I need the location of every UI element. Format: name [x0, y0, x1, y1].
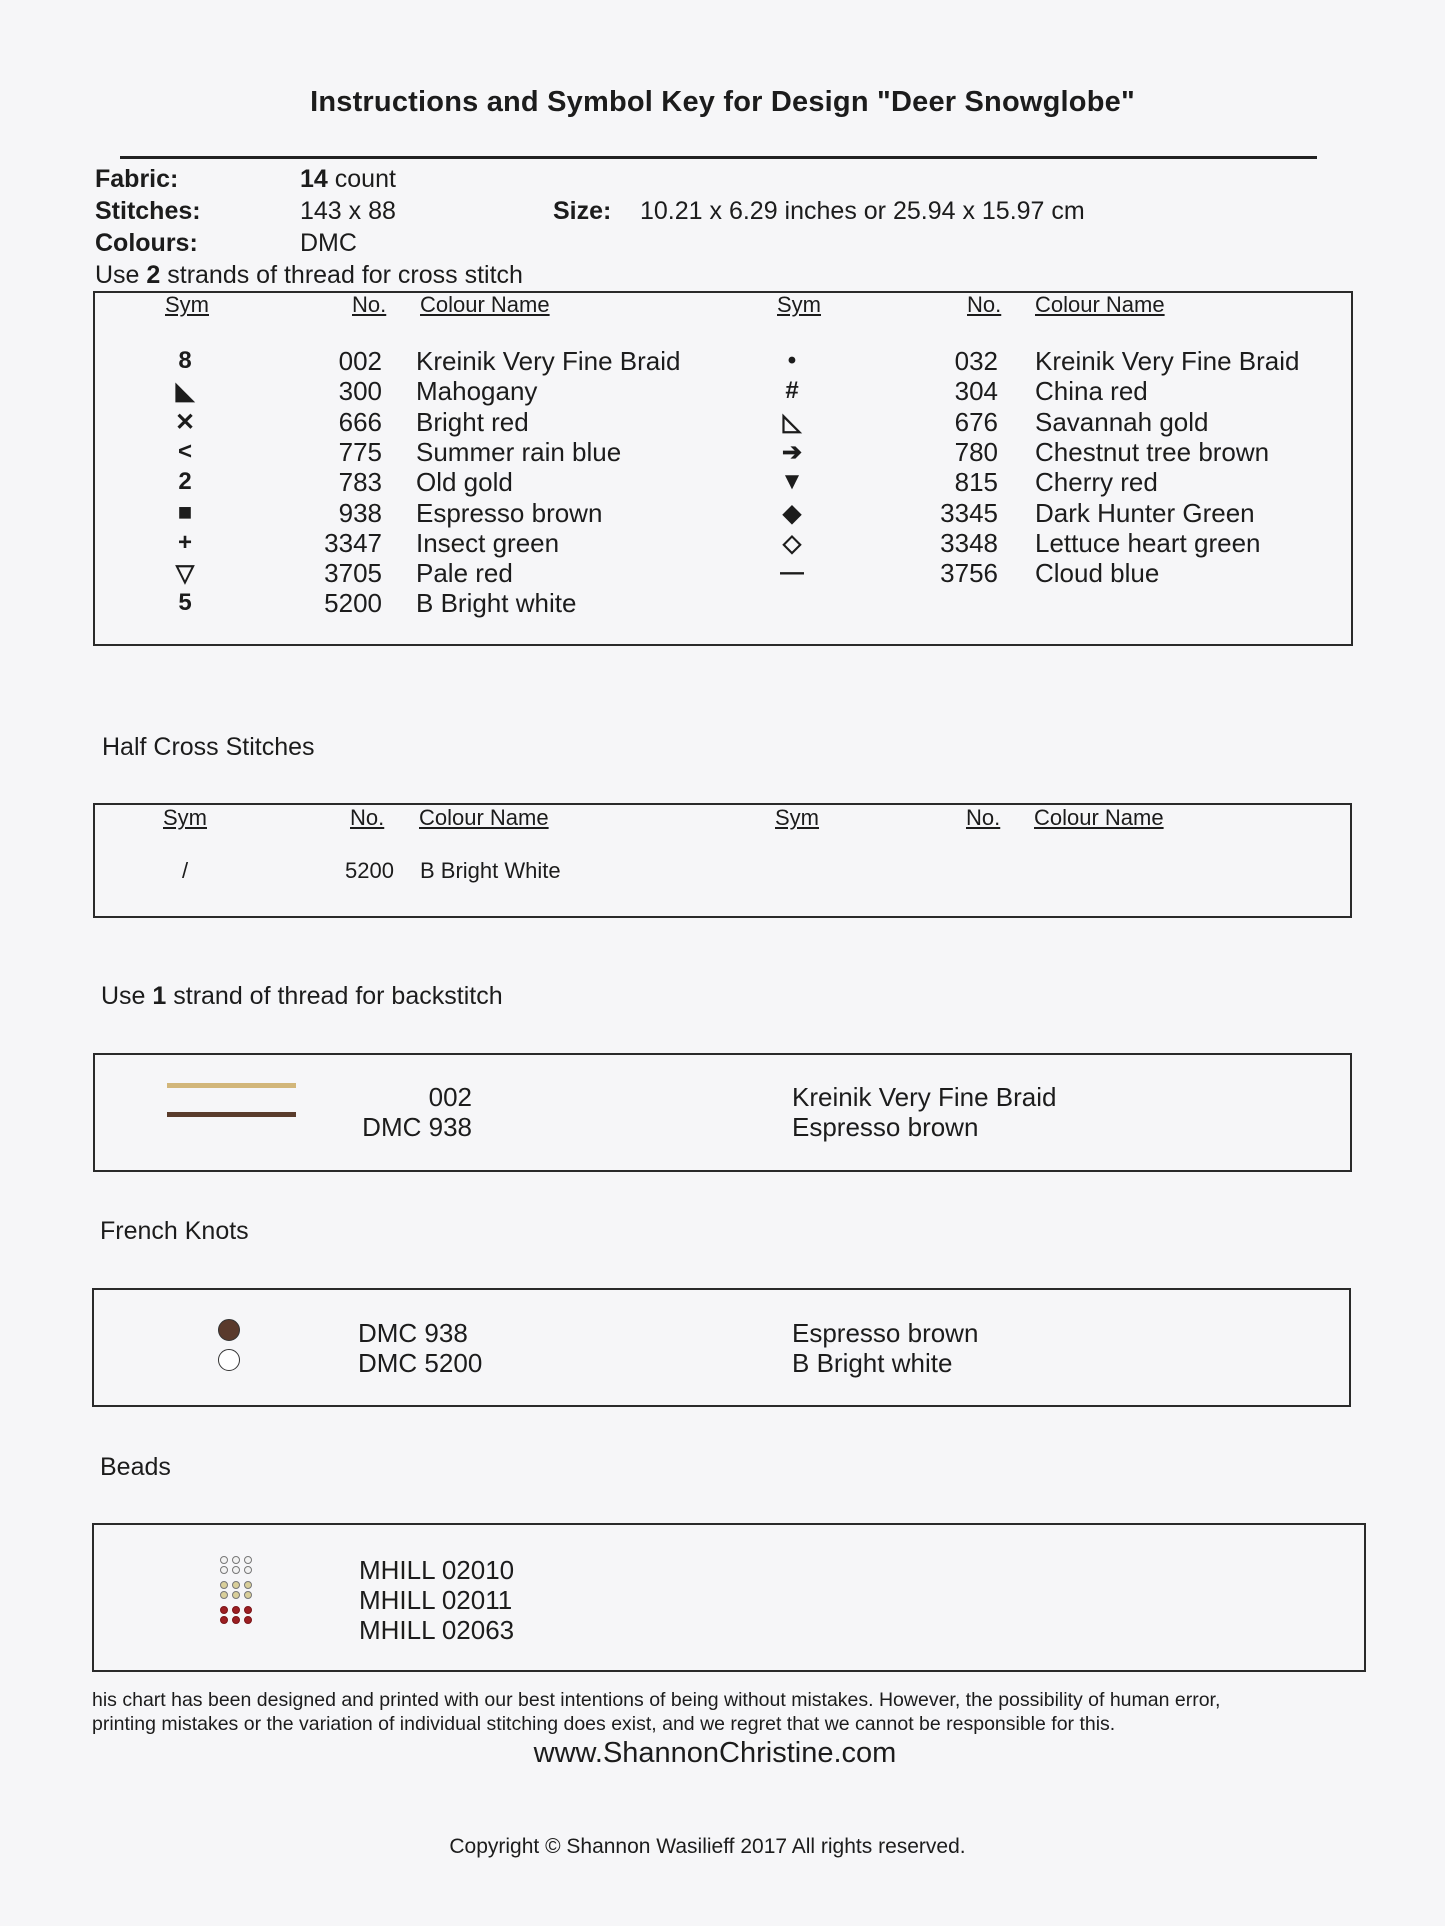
thread-number-left-1: 300: [338, 376, 382, 407]
thread-number-left-4: 783: [338, 467, 382, 498]
half-header-no-left: No.: [350, 805, 385, 830]
bead-dot-icon: [244, 1591, 252, 1599]
symbol-left-7: ▽: [175, 560, 195, 588]
symbol-left-8: 5: [178, 589, 192, 617]
thread-number-right-0: 032: [954, 346, 998, 376]
symbol-right-0: •: [787, 347, 797, 374]
colour-name-right-7: Cloud blue: [1035, 558, 1160, 589]
symbol-right-5: ◆: [782, 499, 802, 527]
backstitch-name-2: Espresso brown: [792, 1112, 979, 1142]
colour-name-right-6: Lettuce heart green: [1035, 527, 1261, 558]
symbol-right-1: #: [785, 377, 799, 405]
french-knot-dot-espresso: [218, 1319, 240, 1341]
colour-name-left-1: Mahogany: [416, 376, 538, 407]
colour-name-left-2: Bright red: [416, 406, 529, 437]
symbol-right-7: —: [780, 559, 804, 587]
symbol-left-1: ◣: [175, 378, 195, 406]
thread-number-left-2: 666: [338, 406, 382, 437]
bead-dot-icon: [232, 1556, 240, 1564]
page-title: Instructions and Symbol Key for Design "Deer Snowglobe": [310, 86, 1135, 118]
colour-name-left-4: Old gold: [416, 467, 513, 498]
colour-name-right-4: Cherry red: [1035, 467, 1158, 498]
half-cross-label: Half Cross Stitches: [102, 733, 315, 761]
bead-dot-icon: [220, 1581, 228, 1589]
fabric-count-unit: count: [327, 165, 396, 193]
half-header-sym-left: Sym: [163, 805, 207, 830]
thread-number-left-3: 775: [338, 436, 382, 467]
stitches-value: 143 x 88: [300, 197, 396, 225]
bead-dot-icon: [220, 1556, 228, 1564]
bead-dot-icon: [244, 1616, 252, 1624]
symbol-right-3: ➔: [781, 438, 803, 466]
colour-name-left-7: Pale red: [416, 558, 513, 589]
bead-dot-icon: [220, 1606, 228, 1614]
thread-number-right-1: 304: [954, 376, 998, 407]
thread-number-left-8: 5200: [324, 588, 382, 619]
half-header-name-left: Colour Name: [419, 805, 549, 830]
fabric-count: 14: [300, 165, 328, 193]
bead-dot-icon: [232, 1606, 240, 1614]
header-name-left: Colour Name: [420, 292, 550, 317]
thread-number-left-5: 938: [338, 497, 382, 528]
bead-dot-icon: [244, 1606, 252, 1614]
thread-number-right-5: 3345: [940, 497, 998, 528]
backstitch-number-1: 002: [428, 1082, 472, 1112]
symbol-left-6: +: [177, 528, 192, 556]
cross-stitch-intro: [95, 261, 523, 290]
backstitch-intro-pre: Use: [101, 982, 153, 1010]
symbol-right-6: ◇: [782, 529, 802, 557]
header-no-right: No.: [967, 292, 1002, 317]
french-knots-label: French Knots: [100, 1217, 249, 1245]
french-knot-number-1: DMC 938: [358, 1318, 468, 1348]
bead-dot-icon: [220, 1616, 228, 1624]
thread-number-left-0: 002: [338, 346, 382, 376]
bead-dot-icon: [244, 1581, 252, 1589]
half-header-sym-right: Sym: [775, 805, 819, 830]
thread-number-right-2: 676: [954, 406, 998, 437]
french-knot-name-2: B Bright white: [792, 1348, 953, 1378]
website-link[interactable]: www.ShannonChristine.com: [533, 1737, 897, 1769]
half-cross-number: 5200: [345, 858, 394, 883]
bead-dot-icon: [232, 1591, 240, 1599]
half-header-no-right: No.: [966, 805, 1001, 830]
bead-dot-icon: [244, 1556, 252, 1564]
french-knot-name-1: Espresso brown: [792, 1318, 979, 1348]
colours-value: DMC: [300, 229, 357, 257]
backstitch-strand-count: 1: [152, 982, 167, 1010]
size-label: Size:: [553, 197, 612, 225]
half-cross-colour-name: B Bright White: [420, 858, 561, 883]
symbol-left-4: 2: [178, 468, 192, 496]
header-sym-left: Sym: [165, 292, 209, 317]
cross-stitch-strand-count: 2: [146, 261, 161, 289]
symbol-right-4: ▼: [780, 468, 804, 496]
bead-number-2: MHILL 02011: [359, 1585, 513, 1615]
symbol-right-2: ◺: [782, 408, 802, 436]
bead-dot-icon: [232, 1581, 240, 1589]
cross-stitch-intro-pre: Use: [95, 261, 147, 289]
fabric-label: Fabric:: [95, 165, 179, 193]
disclaimer-line-2: printing mistakes or the variation of individual stitching does exist, and we regret that we cannot be responsible for this.: [92, 1713, 1116, 1735]
colours-label: Colours:: [95, 229, 198, 257]
colour-name-right-0: Kreinik Very Fine Braid: [1035, 346, 1300, 376]
thread-number-left-7: 3705: [324, 558, 382, 589]
colour-name-right-2: Savannah gold: [1035, 406, 1209, 437]
header-sym-right: Sym: [777, 292, 821, 317]
thread-number-right-7: 3756: [940, 558, 998, 589]
thread-number-right-6: 3348: [940, 527, 998, 558]
colour-name-left-8: B Bright white: [416, 588, 577, 619]
beads-box: [92, 1523, 1366, 1672]
colour-name-left-3: Summer rain blue: [416, 436, 622, 467]
backstitch-line-braid: [167, 1083, 296, 1088]
french-knot-dot-white: [218, 1349, 240, 1371]
stitches-label: Stitches:: [95, 197, 201, 225]
backstitch-number-2: DMC 938: [362, 1112, 472, 1142]
fabric-value: [300, 165, 396, 194]
size-value: 10.21 x 6.29 inches or 25.94 x 15.97 cm: [640, 197, 1085, 225]
colour-name-right-5: Dark Hunter Green: [1035, 497, 1255, 528]
bead-dot-icon: [232, 1616, 240, 1624]
disclaimer-line-1: his chart has been designed and printed with our best intentions of being without mistakes. However, the possibility of human error,: [92, 1689, 1221, 1711]
header-name-right: Colour Name: [1035, 292, 1165, 317]
half-header-name-right: Colour Name: [1034, 805, 1164, 830]
bead-number-3: MHILL 02063: [359, 1615, 515, 1645]
header-no-left: No.: [352, 292, 387, 317]
bead-dot-icon: [244, 1566, 252, 1574]
symbol-left-2: ✕: [174, 408, 196, 436]
thread-number-left-6: 3347: [324, 527, 382, 558]
symbol-left-0: 8: [178, 347, 192, 374]
colour-name-left-5: Espresso brown: [416, 497, 603, 528]
colour-name-left-0: Kreinik Very Fine Braid: [416, 346, 681, 376]
thread-number-right-3: 780: [954, 436, 998, 467]
symbol-left-3: <: [177, 437, 192, 465]
symbol-left-5: ■: [177, 498, 193, 526]
colour-name-right-1: China red: [1035, 376, 1148, 407]
beads-label: Beads: [100, 1453, 171, 1481]
bead-dot-icon: [220, 1591, 228, 1599]
colour-name-left-6: Insect green: [416, 527, 560, 558]
french-knots-box: [92, 1288, 1351, 1407]
cross-stitch-intro-post: strands of thread for cross stitch: [160, 261, 523, 289]
copyright: Copyright © Shannon Wasilieff 2017 All rights reserved.: [449, 1835, 966, 1858]
bead-dot-icon: [220, 1566, 228, 1574]
backstitch-name-1: Kreinik Very Fine Braid: [792, 1082, 1057, 1112]
french-knot-number-2: DMC 5200: [358, 1348, 483, 1378]
backstitch-intro-post: strand of thread for backstitch: [166, 982, 503, 1010]
bead-dot-icon: [232, 1566, 240, 1574]
backstitch-line-espresso: [167, 1112, 296, 1117]
colour-name-right-3: Chestnut tree brown: [1035, 436, 1270, 467]
backstitch-intro: [101, 982, 503, 1011]
bead-number-1: MHILL 02010: [359, 1555, 515, 1585]
title-divider: [120, 156, 1317, 159]
half-cross-symbol: /: [181, 858, 189, 883]
thread-number-right-4: 815: [954, 467, 998, 498]
